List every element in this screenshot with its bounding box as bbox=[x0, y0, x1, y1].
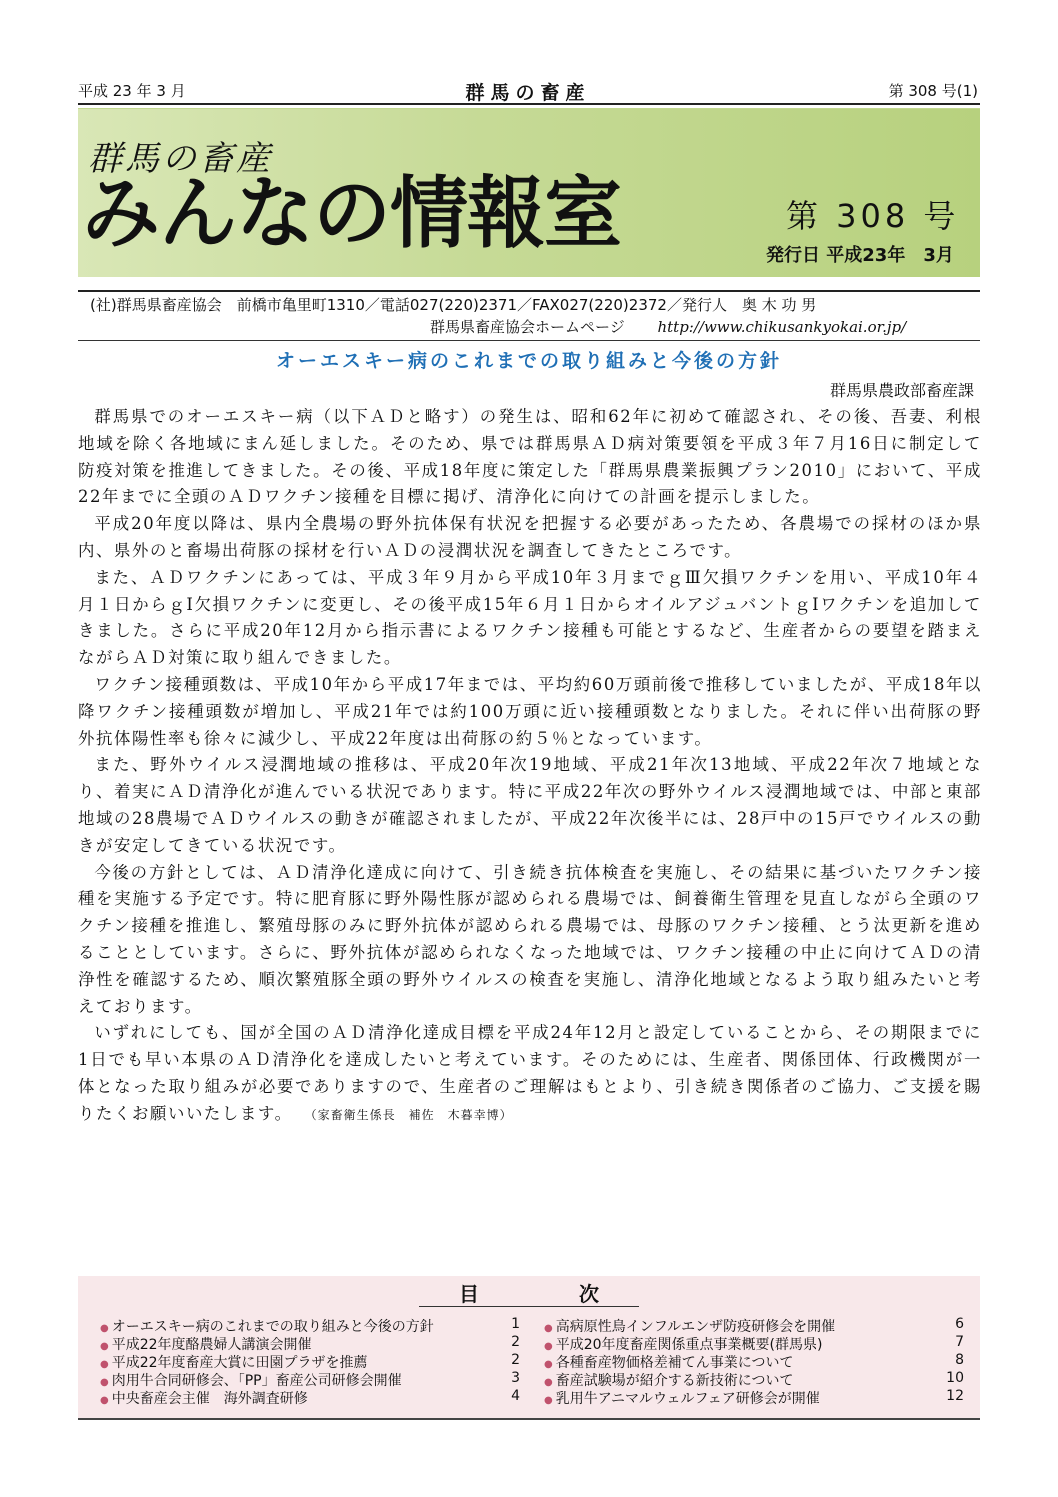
bullet-icon: ● bbox=[100, 1341, 109, 1352]
toc-item-label: 肉用牛合同研修会、「PP」畜産公司研修会開催 bbox=[111, 1373, 402, 1389]
toc-item-label: 平成20年度畜産関係重点事業概要(群馬県) bbox=[555, 1337, 823, 1353]
toc-item[interactable] bbox=[100, 1370, 520, 1388]
toc-item-page: 12 bbox=[946, 1388, 964, 1404]
bullet-icon: ● bbox=[544, 1341, 553, 1352]
toc-item-label: 乳用牛アニマルウェルフェア研修会が開催 bbox=[555, 1391, 820, 1407]
header-publication: 群馬の畜産 bbox=[465, 82, 591, 104]
bullet-icon: ● bbox=[100, 1377, 109, 1388]
paragraph: また、野外ウイルス浸潤地域の推移は、平成20年次19地域、平成21年次13地域、平成22年次７地域となり、着実にＡＤ清浄化が進んでいる状況であります。特に平成22年次の野外ウイルス浸潤地域では、中部と東部地域の28農場でＡＤウイルスの動きが確認されましたが、平成22年次後半には、28戸中の15戸でウイルスの動きが安定してきている状況です。 bbox=[78, 755, 982, 855]
toc-item[interactable] bbox=[544, 1334, 964, 1352]
toc-item-page: 4 bbox=[511, 1388, 520, 1404]
toc-item[interactable] bbox=[544, 1352, 964, 1370]
bullet-icon: ● bbox=[544, 1359, 553, 1370]
toc-item-page: 6 bbox=[955, 1316, 964, 1332]
paragraph: 平成20年度以降は、県内全農場の野外抗体保有状況を把握する必要があったため、各農場での採材のほか県内、県外のと畜場出荷豚の採材を行いＡＤの浸潤状況を調査してきたところです。 bbox=[78, 514, 982, 560]
homepage-info bbox=[430, 316, 906, 337]
toc-column-right bbox=[544, 1316, 964, 1406]
paragraph: 群馬県でのオーエスキー病（以下ＡＤと略す）の発生は、昭和62年に初めて確認され、その後、吾妻、利根地域を除く各地域にまん延しました。そのため、県では群馬県ＡＤ病対策要領を平成３年７月16日に制定して防疫対策を推進してきました。その後、平成18年度に策定した「群馬県農業振興プラン2010」において、平成22年までに全頭のＡＤワクチン接種を目標に掲げ、清浄化に向けての計画を提示しました。 bbox=[78, 407, 982, 507]
article-body bbox=[78, 404, 982, 1129]
toc-item-page: 7 bbox=[955, 1334, 964, 1350]
info-rule-bottom bbox=[78, 340, 980, 341]
toc-item-label: オーエスキー病のこれまでの取り組みと今後の方針 bbox=[111, 1319, 434, 1335]
masthead-subtitle: 群馬の畜産 bbox=[88, 139, 273, 179]
publisher-info: (社)群馬県畜産協会 前橋市亀里町1310／電話027(220)2371／FAX027(220)2372／発行人 奥 木 功 男 bbox=[90, 296, 817, 314]
toc-item-label: 中央畜産会主催 海外調査研修 bbox=[111, 1391, 308, 1407]
bullet-icon: ● bbox=[100, 1323, 109, 1334]
toc-item-page: 2 bbox=[511, 1334, 520, 1350]
toc-item[interactable] bbox=[100, 1388, 520, 1406]
bullet-icon: ● bbox=[544, 1395, 553, 1406]
info-rule-top bbox=[78, 290, 980, 292]
paragraph: 今後の方針としては、ＡＤ清浄化達成に向けて、引き続き抗体検査を実施し、その結果に基づいたワクチン接種を実施する予定です。特に肥育豚に野外陽性豚が認められる農場では、飼養衛生管理を見直しながら全頭のワクチン接種を推進し、繁殖母豚のみに野外抗体が認められる農場では、母豚のワクチン接種、とう汰更新を進めることとしています。さらに、野外抗体が認められなくなった地域では、ワクチン接種の中止に向けてＡＤの清浄性を確認するため、順次繁殖豚全頭の野外ウイルスの検査を実施し、清浄化地域となるよう取り組みたいと考えております。 bbox=[78, 862, 982, 1016]
bullet-icon: ● bbox=[100, 1359, 109, 1370]
masthead-title: みんなの情報室 bbox=[82, 169, 622, 259]
paragraph-text: いずれにしても、国が全国のＡＤ清浄化達成目標を平成24年12月と設定していることから、その期限までに1日でも早い本県のＡＤ清浄化を達成したいと考えています。そのためには、生産者、関係団体、行政機関が一体となった取り組みが必要でありますので、生産者のご理解はもとより、引き続き関係者のご協力、ご支援を賜りたくお願いいたします。 bbox=[78, 1023, 982, 1123]
table-of-contents bbox=[78, 1276, 980, 1420]
masthead-issue: 第 308 号 bbox=[786, 197, 960, 235]
toc-item-label: 各種畜産物価格差補てん事業について bbox=[555, 1355, 794, 1371]
toc-item-page: 1 bbox=[511, 1316, 520, 1332]
toc-item[interactable] bbox=[100, 1316, 520, 1334]
masthead-banner bbox=[78, 108, 980, 277]
article-author: 群馬県農政部畜産課 bbox=[829, 381, 974, 400]
article-signature: （家畜衛生係長 補佐 木暮幸博） bbox=[310, 1107, 513, 1122]
header-rule bbox=[78, 103, 980, 105]
homepage-url[interactable]: http://www.chikusankyokai.or.jp/ bbox=[657, 318, 907, 336]
header-date: 平成 23 年 3 月 bbox=[78, 82, 186, 100]
homepage-label: 群馬県畜産協会ホームページ bbox=[430, 318, 625, 336]
article-title: オーエスキー病のこれまでの取り組みと今後の方針 bbox=[275, 350, 782, 372]
toc-item-page: 3 bbox=[511, 1370, 520, 1386]
toc-item[interactable] bbox=[544, 1316, 964, 1334]
bullet-icon: ● bbox=[544, 1323, 553, 1334]
toc-item-label: 高病原性鳥インフルエンザ防疫研修会を開催 bbox=[555, 1319, 836, 1335]
toc-heading bbox=[78, 1278, 980, 1307]
toc-item-label: 平成22年度酪農婦人講演会開催 bbox=[111, 1337, 312, 1353]
toc-column-left bbox=[100, 1316, 520, 1406]
page-header bbox=[78, 80, 978, 104]
toc-item-page: 8 bbox=[955, 1352, 964, 1368]
paragraph: ワクチン接種頭数は、平成10年から平成17年までは、平均約60万頭前後で推移していましたが、平成18年以降ワクチン接種頭数が増加し、平成21年では約100万頭に近い接種頭数となりました。それに伴い出荷豚の野外抗体陽性率も徐々に減少し、平成22年度は出荷豚の約５％となっています。 bbox=[78, 674, 982, 748]
paragraph: また、ＡＤワクチンにあっては、平成３年９月から平成10年３月までｇⅢ欠損ワクチンを用い、平成10年４月１日からｇⅠ欠損ワクチンに変更し、その後平成15年６月１日からオイルアジュバントｇⅠワクチンを追加してきました。さらに平成20年12月から指示書によるワクチン接種も可能とするなど、生産者からの要望を踏まえながらＡＤ対策に取り組んできました。 bbox=[78, 567, 982, 668]
toc-item-label: 畜産試験場が紹介する新技術について bbox=[555, 1373, 794, 1389]
toc-item[interactable] bbox=[100, 1352, 520, 1370]
toc-item-page: 10 bbox=[946, 1370, 964, 1386]
paragraph-last bbox=[78, 1020, 982, 1128]
masthead-issued: 発行日 平成23年 3月 bbox=[766, 245, 954, 266]
toc-heading-text: 目 次 bbox=[419, 1282, 639, 1307]
bullet-icon: ● bbox=[100, 1395, 109, 1406]
header-issue-page: 第 308 号(1) bbox=[888, 82, 978, 100]
bullet-icon: ● bbox=[544, 1377, 553, 1388]
toc-item[interactable] bbox=[544, 1388, 964, 1406]
toc-item-page: 2 bbox=[511, 1352, 520, 1368]
toc-item[interactable] bbox=[100, 1334, 520, 1352]
toc-item-label: 平成22年度畜産大賞に田園プラザを推薦 bbox=[111, 1355, 368, 1371]
toc-item[interactable] bbox=[544, 1370, 964, 1388]
